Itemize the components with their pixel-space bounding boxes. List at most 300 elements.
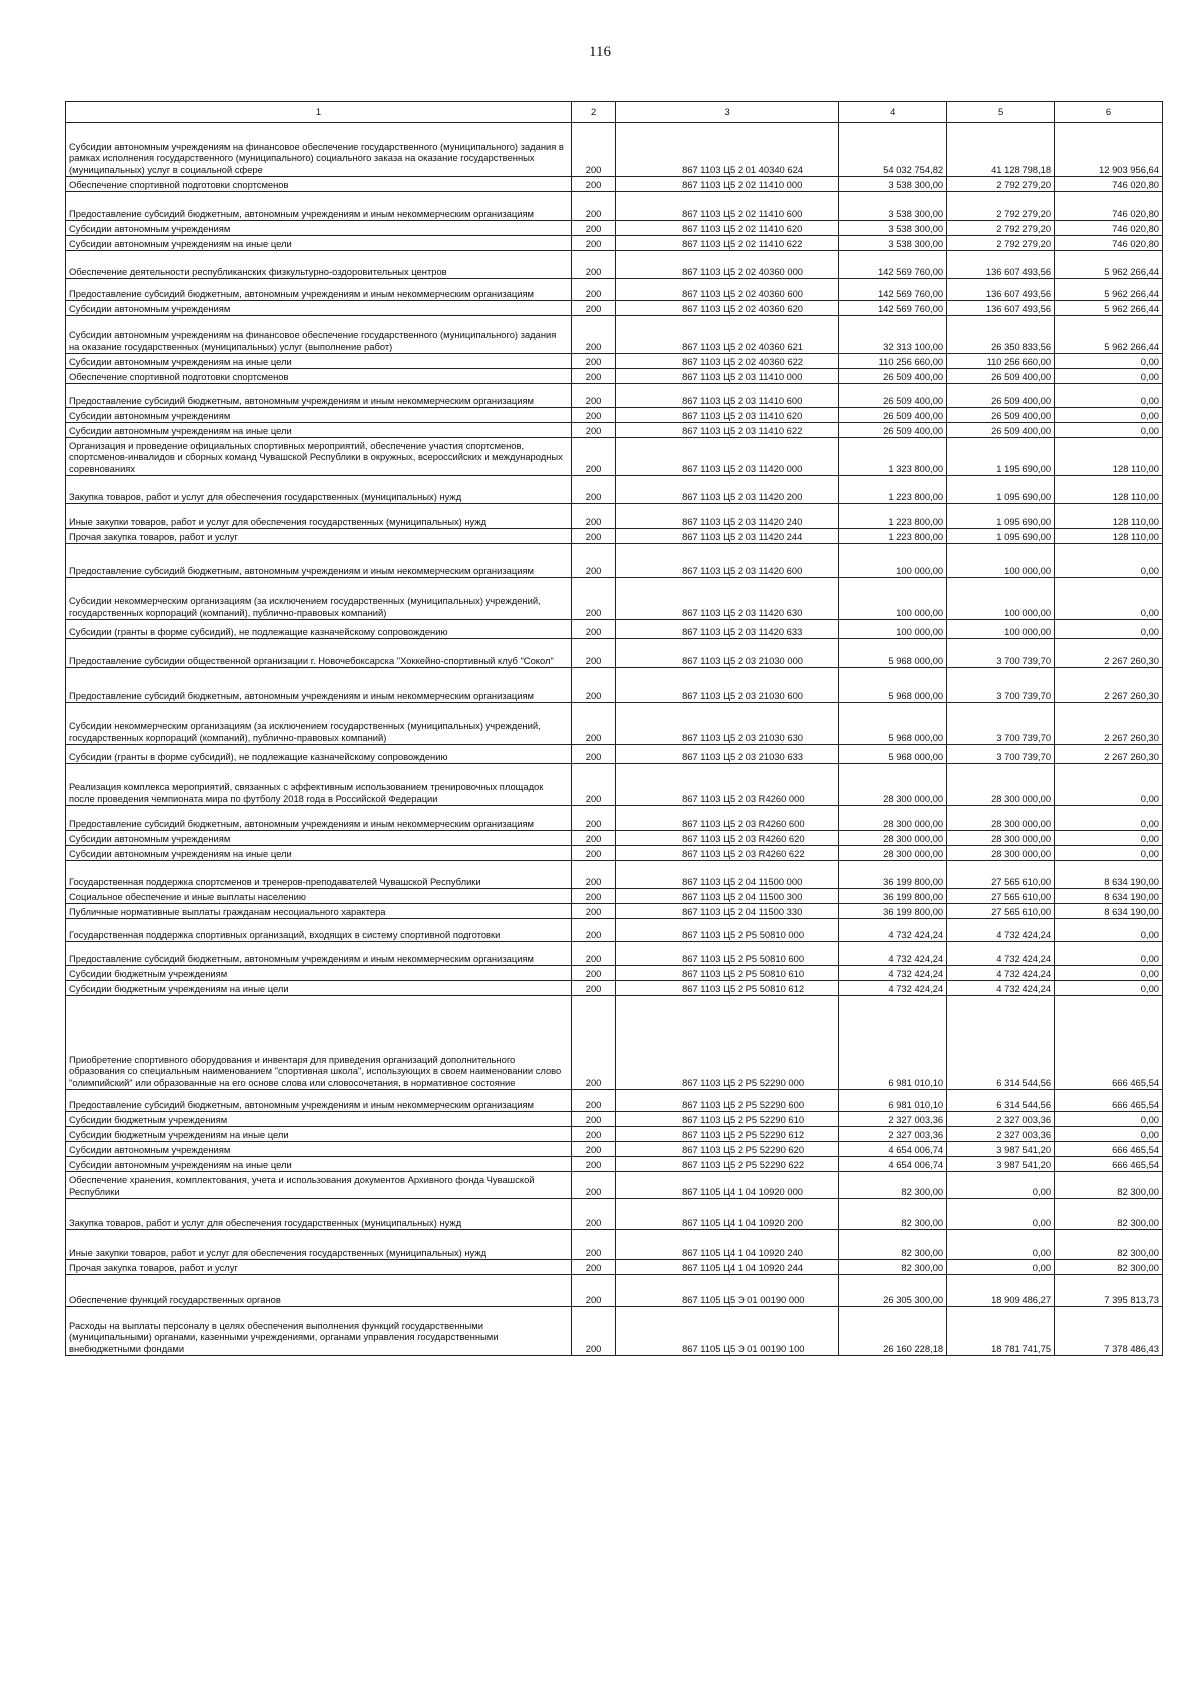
row-approved-amount: 6 981 010,10	[839, 1090, 947, 1112]
row-unexecuted-amount: 82 300,00	[1055, 1172, 1163, 1199]
row-budget-code: 867 1103 Ц5 2 02 40360 621	[616, 316, 839, 354]
row-executed-amount: 136 607 493,56	[947, 251, 1055, 279]
row-budget-code: 867 1103 Ц5 2 03 21030 000	[616, 639, 839, 668]
row-line-code: 200	[572, 236, 616, 251]
row-approved-amount: 28 300 000,00	[839, 846, 947, 861]
row-name: Социальное обеспечение и иные выплаты населению	[66, 889, 572, 904]
table-row	[66, 544, 1163, 578]
row-unexecuted-amount: 0,00	[1055, 831, 1163, 846]
row-budget-code: 867 1105 Ц4 1 04 10920 240	[616, 1230, 839, 1260]
row-executed-amount: 0,00	[947, 1199, 1055, 1230]
row-budget-code: 867 1103 Ц5 2 04 11500 000	[616, 861, 839, 889]
row-unexecuted-amount: 666 465,54	[1055, 1142, 1163, 1157]
row-approved-amount: 3 538 300,00	[839, 192, 947, 221]
row-name: Государственная поддержка спортивных организаций, входящих в систему спортивной подготовки	[66, 919, 572, 942]
row-approved-amount: 28 300 000,00	[839, 806, 947, 831]
row-unexecuted-amount: 666 465,54	[1055, 1090, 1163, 1112]
row-executed-amount: 1 195 690,00	[947, 438, 1055, 476]
row-executed-amount: 26 509 400,00	[947, 408, 1055, 423]
row-name: Иные закупки товаров, работ и услуг для обеспечения государственных (муниципальных) нужд	[66, 1230, 572, 1260]
table-row	[66, 831, 1163, 846]
row-approved-amount: 110 256 660,00	[839, 354, 947, 369]
row-approved-amount: 100 000,00	[839, 620, 947, 639]
row-name: Обеспечение спортивной подготовки спортсменов	[66, 369, 572, 384]
row-approved-amount: 82 300,00	[839, 1230, 947, 1260]
row-unexecuted-amount: 0,00	[1055, 806, 1163, 831]
row-budget-code: 867 1103 Ц5 2 03 21030 630	[616, 703, 839, 745]
row-budget-code: 867 1103 Ц5 2 04 11500 300	[616, 889, 839, 904]
row-name: Предоставление субсидии общественной организации г. Новочебоксарска "Хоккейно-спортивный клуб "Сокол"	[66, 639, 572, 668]
row-approved-amount: 32 313 100,00	[839, 316, 947, 354]
row-budget-code: 867 1103 Ц5 2 P5 52290 612	[616, 1127, 839, 1142]
row-name: Субсидии автономным учреждениям на иные цели	[66, 354, 572, 369]
row-executed-amount: 0,00	[947, 1172, 1055, 1199]
row-line-code: 200	[572, 668, 616, 703]
row-executed-amount: 3 700 739,70	[947, 639, 1055, 668]
row-name: Субсидии бюджетным учреждениям на иные цели	[66, 981, 572, 996]
row-name: Иные закупки товаров, работ и услуг для обеспечения государственных (муниципальных) нужд	[66, 504, 572, 529]
table-row	[66, 806, 1163, 831]
row-budget-code: 867 1105 Ц5 Э 01 00190 100	[616, 1307, 839, 1356]
row-name: Предоставление субсидий бюджетным, автономным учреждениям и иным некоммерческим организациям	[66, 942, 572, 966]
row-approved-amount: 36 199 800,00	[839, 904, 947, 919]
row-unexecuted-amount: 82 300,00	[1055, 1260, 1163, 1275]
row-line-code: 200	[572, 806, 616, 831]
row-line-code: 200	[572, 1157, 616, 1172]
row-budget-code: 867 1103 Ц5 2 P5 50810 600	[616, 942, 839, 966]
table-row	[66, 369, 1163, 384]
row-name: Обеспечение спортивной подготовки спортсменов	[66, 177, 572, 192]
row-budget-code: 867 1103 Ц5 2 P5 50810 000	[616, 919, 839, 942]
table-row	[66, 279, 1163, 301]
row-executed-amount: 28 300 000,00	[947, 764, 1055, 806]
row-line-code: 200	[572, 1172, 616, 1199]
row-unexecuted-amount: 82 300,00	[1055, 1199, 1163, 1230]
row-line-code: 200	[572, 966, 616, 981]
row-line-code: 200	[572, 1275, 616, 1307]
row-line-code: 200	[572, 384, 616, 408]
row-budget-code: 867 1103 Ц5 2 03 11420 200	[616, 476, 839, 504]
row-line-code: 200	[572, 438, 616, 476]
row-approved-amount: 26 509 400,00	[839, 384, 947, 408]
row-unexecuted-amount: 7 395 813,73	[1055, 1275, 1163, 1307]
table-row	[66, 703, 1163, 745]
table-body	[66, 102, 1163, 1356]
table-row	[66, 1199, 1163, 1230]
row-name: Субсидии автономным учреждениям на иные цели	[66, 846, 572, 861]
row-unexecuted-amount: 2 267 260,30	[1055, 745, 1163, 764]
row-line-code: 200	[572, 369, 616, 384]
row-unexecuted-amount: 2 267 260,30	[1055, 668, 1163, 703]
row-approved-amount: 4 732 424,24	[839, 942, 947, 966]
row-executed-amount: 26 509 400,00	[947, 423, 1055, 438]
row-approved-amount: 142 569 760,00	[839, 301, 947, 316]
row-budget-code: 867 1103 Ц5 2 02 40360 000	[616, 251, 839, 279]
row-budget-code: 867 1103 Ц5 2 03 R4260 622	[616, 846, 839, 861]
table-row	[66, 668, 1163, 703]
row-executed-amount: 100 000,00	[947, 620, 1055, 639]
row-unexecuted-amount: 0,00	[1055, 578, 1163, 620]
row-executed-amount: 3 700 739,70	[947, 703, 1055, 745]
row-budget-code: 867 1103 Ц5 2 04 11500 330	[616, 904, 839, 919]
row-name: Обеспечение хранения, комплектования, учета и использования документов Архивного фонда Чувашской Республики	[66, 1172, 572, 1199]
row-approved-amount: 4 732 424,24	[839, 981, 947, 996]
row-executed-amount: 2 327 003,36	[947, 1127, 1055, 1142]
row-approved-amount: 100 000,00	[839, 544, 947, 578]
row-name: Предоставление субсидий бюджетным, автономным учреждениям и иным некоммерческим организациям	[66, 384, 572, 408]
row-approved-amount: 36 199 800,00	[839, 889, 947, 904]
row-executed-amount: 3 700 739,70	[947, 745, 1055, 764]
row-name: Государственная поддержка спортсменов и тренеров-преподавателей Чувашской Республики	[66, 861, 572, 889]
row-budget-code: 867 1103 Ц5 2 P5 52290 620	[616, 1142, 839, 1157]
row-name: Субсидии некоммерческим организациям (за исключением государственных (муниципальных) учреждений, государственных корпораций (компаний), публично-правовых компаний)	[66, 578, 572, 620]
row-line-code: 200	[572, 942, 616, 966]
budget-execution-table	[65, 101, 1163, 1356]
row-executed-amount: 28 300 000,00	[947, 806, 1055, 831]
row-approved-amount: 100 000,00	[839, 578, 947, 620]
row-approved-amount: 3 538 300,00	[839, 236, 947, 251]
row-approved-amount: 4 654 006,74	[839, 1157, 947, 1172]
row-line-code: 200	[572, 981, 616, 996]
row-executed-amount: 18 909 486,27	[947, 1275, 1055, 1307]
row-budget-code: 867 1103 Ц5 2 02 40360 600	[616, 279, 839, 301]
row-line-code: 200	[572, 1260, 616, 1275]
table-row	[66, 1260, 1163, 1275]
row-line-code: 200	[572, 221, 616, 236]
row-executed-amount: 2 327 003,36	[947, 1112, 1055, 1127]
row-executed-amount: 27 565 610,00	[947, 861, 1055, 889]
column-header-2: 2	[572, 102, 616, 123]
row-approved-amount: 26 509 400,00	[839, 369, 947, 384]
row-unexecuted-amount: 0,00	[1055, 846, 1163, 861]
table-row	[66, 504, 1163, 529]
row-executed-amount: 26 509 400,00	[947, 369, 1055, 384]
row-unexecuted-amount: 5 962 266,44	[1055, 279, 1163, 301]
row-budget-code: 867 1103 Ц5 2 03 11420 600	[616, 544, 839, 578]
row-executed-amount: 4 732 424,24	[947, 942, 1055, 966]
row-budget-code: 867 1103 Ц5 2 P5 52290 600	[616, 1090, 839, 1112]
row-executed-amount: 2 792 279,20	[947, 177, 1055, 192]
row-budget-code: 867 1103 Ц5 2 01 40340 624	[616, 123, 839, 177]
row-name: Расходы на выплаты персоналу в целях обеспечения выполнения функций государственными (муниципальными) органами, казенными учреждениями, органами управления государственными внебюджетными фондами	[66, 1307, 572, 1356]
row-budget-code: 867 1103 Ц5 2 03 11410 600	[616, 384, 839, 408]
row-executed-amount: 110 256 660,00	[947, 354, 1055, 369]
row-name: Субсидии бюджетным учреждениям	[66, 1112, 572, 1127]
row-budget-code: 867 1103 Ц5 2 P5 50810 610	[616, 966, 839, 981]
row-name: Субсидии автономным учреждениям	[66, 221, 572, 236]
row-unexecuted-amount: 82 300,00	[1055, 1230, 1163, 1260]
row-executed-amount: 4 732 424,24	[947, 966, 1055, 981]
table-row	[66, 192, 1163, 221]
row-executed-amount: 4 732 424,24	[947, 919, 1055, 942]
row-line-code: 200	[572, 423, 616, 438]
row-unexecuted-amount: 0,00	[1055, 408, 1163, 423]
row-executed-amount: 18 781 741,75	[947, 1307, 1055, 1356]
row-unexecuted-amount: 128 110,00	[1055, 529, 1163, 544]
row-name: Субсидии автономным учреждениям	[66, 831, 572, 846]
row-name: Субсидии некоммерческим организациям (за исключением государственных (муниципальных) учреждений, государственных корпораций (компаний), публично-правовых компаний)	[66, 703, 572, 745]
row-line-code: 200	[572, 123, 616, 177]
row-approved-amount: 4 732 424,24	[839, 966, 947, 981]
table-row	[66, 529, 1163, 544]
table-row	[66, 476, 1163, 504]
row-line-code: 200	[572, 1112, 616, 1127]
row-approved-amount: 142 569 760,00	[839, 279, 947, 301]
table-row	[66, 846, 1163, 861]
row-unexecuted-amount: 0,00	[1055, 423, 1163, 438]
table-row	[66, 236, 1163, 251]
row-unexecuted-amount: 0,00	[1055, 384, 1163, 408]
row-unexecuted-amount: 5 962 266,44	[1055, 316, 1163, 354]
row-name: Предоставление субсидий бюджетным, автономным учреждениям и иным некоммерческим организациям	[66, 668, 572, 703]
row-name: Субсидии автономным учреждениям на иные цели	[66, 423, 572, 438]
row-name: Предоставление субсидий бюджетным, автономным учреждениям и иным некоммерческим организациям	[66, 806, 572, 831]
row-budget-code: 867 1103 Ц5 2 03 11420 000	[616, 438, 839, 476]
row-line-code: 200	[572, 316, 616, 354]
row-budget-code: 867 1103 Ц5 2 03 21030 600	[616, 668, 839, 703]
row-executed-amount: 1 095 690,00	[947, 476, 1055, 504]
row-line-code: 200	[572, 889, 616, 904]
row-unexecuted-amount: 5 962 266,44	[1055, 301, 1163, 316]
row-unexecuted-amount: 0,00	[1055, 919, 1163, 942]
row-approved-amount: 2 327 003,36	[839, 1127, 947, 1142]
row-name: Субсидии (гранты в форме субсидий), не подлежащие казначейскому сопровождению	[66, 745, 572, 764]
row-budget-code: 867 1103 Ц5 2 03 11420 240	[616, 504, 839, 529]
row-name: Субсидии автономным учреждениям на иные цели	[66, 1157, 572, 1172]
row-approved-amount: 6 981 010,10	[839, 996, 947, 1090]
row-budget-code: 867 1103 Ц5 2 P5 52290 610	[616, 1112, 839, 1127]
row-unexecuted-amount: 12 903 956,64	[1055, 123, 1163, 177]
row-name: Обеспечение функций государственных органов	[66, 1275, 572, 1307]
row-executed-amount: 28 300 000,00	[947, 846, 1055, 861]
row-budget-code: 867 1103 Ц5 2 03 11410 000	[616, 369, 839, 384]
row-approved-amount: 26 305 300,00	[839, 1275, 947, 1307]
row-executed-amount: 27 565 610,00	[947, 904, 1055, 919]
row-name: Предоставление субсидий бюджетным, автономным учреждениям и иным некоммерческим организациям	[66, 1090, 572, 1112]
column-header-3: 3	[616, 102, 839, 123]
row-executed-amount: 100 000,00	[947, 578, 1055, 620]
row-name: Субсидии автономным учреждениям	[66, 301, 572, 316]
row-unexecuted-amount: 8 634 190,00	[1055, 889, 1163, 904]
row-executed-amount: 136 607 493,56	[947, 279, 1055, 301]
row-line-code: 200	[572, 279, 616, 301]
row-budget-code: 867 1103 Ц5 2 02 40360 622	[616, 354, 839, 369]
row-unexecuted-amount: 5 962 266,44	[1055, 251, 1163, 279]
row-name: Закупка товаров, работ и услуг для обеспечения государственных (муниципальных) нужд	[66, 476, 572, 504]
row-budget-code: 867 1103 Ц5 2 02 11410 600	[616, 192, 839, 221]
row-executed-amount: 2 792 279,20	[947, 236, 1055, 251]
column-header-5: 5	[947, 102, 1055, 123]
row-budget-code: 867 1103 Ц5 2 02 11410 622	[616, 236, 839, 251]
row-budget-code: 867 1103 Ц5 2 03 11410 620	[616, 408, 839, 423]
row-name: Субсидии автономным учреждениям на финансовое обеспечение государственного (муниципального) задания на оказание государственных (муниципальных) услуг (выполнение работ)	[66, 316, 572, 354]
row-line-code: 200	[572, 578, 616, 620]
row-name: Предоставление субсидий бюджетным, автономным учреждениям и иным некоммерческим организациям	[66, 279, 572, 301]
table-row	[66, 221, 1163, 236]
row-line-code: 200	[572, 354, 616, 369]
table-row	[66, 1230, 1163, 1260]
row-name: Субсидии автономным учреждениям на финансовое обеспечение государственного (муниципального) задания в рамках исполнения государственного (муниципального) социального заказа на оказание государственных (муниципальных) услуг в социальной сфере	[66, 123, 572, 177]
row-budget-code: 867 1103 Ц5 2 03 R4260 000	[616, 764, 839, 806]
row-executed-amount: 26 509 400,00	[947, 384, 1055, 408]
table-row	[66, 316, 1163, 354]
row-line-code: 200	[572, 831, 616, 846]
row-budget-code: 867 1103 Ц5 2 P5 50810 612	[616, 981, 839, 996]
row-approved-amount: 5 968 000,00	[839, 639, 947, 668]
column-header-1: 1	[66, 102, 572, 123]
column-header-6: 6	[1055, 102, 1163, 123]
row-budget-code: 867 1105 Ц5 Э 01 00190 000	[616, 1275, 839, 1307]
page-number: 116	[589, 44, 611, 60]
row-unexecuted-amount: 8 634 190,00	[1055, 861, 1163, 889]
row-executed-amount: 1 095 690,00	[947, 504, 1055, 529]
table-row	[66, 408, 1163, 423]
row-unexecuted-amount: 746 020,80	[1055, 221, 1163, 236]
row-executed-amount: 6 314 544,56	[947, 996, 1055, 1090]
row-budget-code: 867 1105 Ц4 1 04 10920 244	[616, 1260, 839, 1275]
row-budget-code: 867 1103 Ц5 2 P5 52290 622	[616, 1157, 839, 1172]
row-approved-amount: 82 300,00	[839, 1260, 947, 1275]
row-executed-amount: 3 987 541,20	[947, 1142, 1055, 1157]
row-name: Предоставление субсидий бюджетным, автономным учреждениям и иным некоммерческим организациям	[66, 192, 572, 221]
row-budget-code: 867 1103 Ц5 2 03 11420 630	[616, 578, 839, 620]
row-approved-amount: 54 032 754,82	[839, 123, 947, 177]
table-row	[66, 123, 1163, 177]
row-approved-amount: 82 300,00	[839, 1199, 947, 1230]
row-name: Субсидии автономным учреждениям на иные цели	[66, 236, 572, 251]
row-budget-code: 867 1103 Ц5 2 03 R4260 620	[616, 831, 839, 846]
row-name: Субсидии (гранты в форме субсидий), не подлежащие казначейскому сопровождению	[66, 620, 572, 639]
row-name: Субсидии бюджетным учреждениям	[66, 966, 572, 981]
row-budget-code: 867 1103 Ц5 2 03 11410 622	[616, 423, 839, 438]
row-unexecuted-amount: 0,00	[1055, 942, 1163, 966]
row-name: Субсидии бюджетным учреждениям на иные цели	[66, 1127, 572, 1142]
row-line-code: 200	[572, 177, 616, 192]
row-line-code: 200	[572, 703, 616, 745]
column-header-4: 4	[839, 102, 947, 123]
row-unexecuted-amount: 0,00	[1055, 764, 1163, 806]
row-unexecuted-amount: 746 020,80	[1055, 192, 1163, 221]
table-row	[66, 981, 1163, 996]
row-line-code: 200	[572, 639, 616, 668]
row-line-code: 200	[572, 476, 616, 504]
row-approved-amount: 1 223 800,00	[839, 476, 947, 504]
row-line-code: 200	[572, 764, 616, 806]
row-executed-amount: 1 095 690,00	[947, 529, 1055, 544]
row-line-code: 200	[572, 861, 616, 889]
row-budget-code: 867 1103 Ц5 2 03 21030 633	[616, 745, 839, 764]
table-row	[66, 764, 1163, 806]
row-unexecuted-amount: 0,00	[1055, 369, 1163, 384]
row-name: Закупка товаров, работ и услуг для обеспечения государственных (муниципальных) нужд	[66, 1199, 572, 1230]
row-approved-amount: 4 654 006,74	[839, 1142, 947, 1157]
table-row	[66, 904, 1163, 919]
row-budget-code: 867 1103 Ц5 2 02 11410 620	[616, 221, 839, 236]
row-unexecuted-amount: 2 267 260,30	[1055, 703, 1163, 745]
row-approved-amount: 2 327 003,36	[839, 1112, 947, 1127]
row-executed-amount: 6 314 544,56	[947, 1090, 1055, 1112]
table-row	[66, 889, 1163, 904]
row-unexecuted-amount: 0,00	[1055, 981, 1163, 996]
table-row	[66, 251, 1163, 279]
row-executed-amount: 28 300 000,00	[947, 831, 1055, 846]
row-approved-amount: 1 223 800,00	[839, 529, 947, 544]
row-budget-code: 867 1103 Ц5 2 03 R4260 600	[616, 806, 839, 831]
row-executed-amount: 4 732 424,24	[947, 981, 1055, 996]
row-name: Реализация комплекса мероприятий, связанных с эффективным использованием тренировочных площадок после проведения чемпионата мира по футболу 2018 года в Российской Федерации	[66, 764, 572, 806]
row-budget-code: 867 1103 Ц5 2 P5 52290 000	[616, 996, 839, 1090]
table-row	[66, 438, 1163, 476]
row-name: Субсидии автономным учреждениям	[66, 408, 572, 423]
row-budget-code: 867 1105 Ц4 1 04 10920 000	[616, 1172, 839, 1199]
row-approved-amount: 1 223 800,00	[839, 504, 947, 529]
row-line-code: 200	[572, 919, 616, 942]
row-name: Организация и проведение официальных спортивных мероприятий, обеспечение участия спортсменов, спортсменов-инвалидов и сборных команд Чувашской Республики в окружных, всероссийских и международных соревнованиях	[66, 438, 572, 476]
row-executed-amount: 136 607 493,56	[947, 301, 1055, 316]
row-name: Обеспечение деятельности республиканских физкультурно-оздоровительных центров	[66, 251, 572, 279]
row-approved-amount: 142 569 760,00	[839, 251, 947, 279]
table-row	[66, 1157, 1163, 1172]
row-unexecuted-amount: 128 110,00	[1055, 476, 1163, 504]
table-row	[66, 745, 1163, 764]
row-unexecuted-amount: 746 020,80	[1055, 177, 1163, 192]
row-name: Предоставление субсидий бюджетным, автономным учреждениям и иным некоммерческим организациям	[66, 544, 572, 578]
row-line-code: 200	[572, 301, 616, 316]
row-line-code: 200	[572, 1230, 616, 1260]
row-executed-amount: 0,00	[947, 1260, 1055, 1275]
table-row	[66, 1090, 1163, 1112]
row-approved-amount: 36 199 800,00	[839, 861, 947, 889]
table-row	[66, 1172, 1163, 1199]
row-executed-amount: 26 350 833,56	[947, 316, 1055, 354]
table-row	[66, 1275, 1163, 1307]
row-name: Приобретение спортивного оборудования и инвентаря для приведения организаций дополнительного образования со специальным наименованием "спортивная школа", использующих в своем наименовании слово "олимпийский" или образованные на его основе слова или словосочетания, в нормативное состояние	[66, 996, 572, 1090]
row-name: Прочая закупка товаров, работ и услуг	[66, 1260, 572, 1275]
row-approved-amount: 3 538 300,00	[839, 221, 947, 236]
row-line-code: 200	[572, 620, 616, 639]
row-line-code: 200	[572, 504, 616, 529]
row-approved-amount: 5 968 000,00	[839, 745, 947, 764]
table-row	[66, 919, 1163, 942]
column-number-row	[66, 102, 1163, 123]
table-row	[66, 354, 1163, 369]
row-line-code: 200	[572, 1090, 616, 1112]
row-unexecuted-amount: 746 020,80	[1055, 236, 1163, 251]
table-row	[66, 942, 1163, 966]
row-line-code: 200	[572, 1142, 616, 1157]
row-executed-amount: 41 128 798,18	[947, 123, 1055, 177]
row-line-code: 200	[572, 192, 616, 221]
row-approved-amount: 26 160 228,18	[839, 1307, 947, 1356]
row-name: Субсидии автономным учреждениям	[66, 1142, 572, 1157]
table-row	[66, 966, 1163, 981]
row-approved-amount: 28 300 000,00	[839, 831, 947, 846]
row-unexecuted-amount: 7 378 486,43	[1055, 1307, 1163, 1356]
table-row	[66, 384, 1163, 408]
row-budget-code: 867 1105 Ц4 1 04 10920 200	[616, 1199, 839, 1230]
row-executed-amount: 2 792 279,20	[947, 221, 1055, 236]
row-executed-amount: 2 792 279,20	[947, 192, 1055, 221]
row-name: Прочая закупка товаров, работ и услуг	[66, 529, 572, 544]
table-row	[66, 639, 1163, 668]
row-executed-amount: 27 565 610,00	[947, 889, 1055, 904]
row-unexecuted-amount: 0,00	[1055, 1112, 1163, 1127]
row-unexecuted-amount: 0,00	[1055, 1127, 1163, 1142]
row-line-code: 200	[572, 529, 616, 544]
row-line-code: 200	[572, 745, 616, 764]
row-line-code: 200	[572, 1127, 616, 1142]
row-unexecuted-amount: 0,00	[1055, 620, 1163, 639]
